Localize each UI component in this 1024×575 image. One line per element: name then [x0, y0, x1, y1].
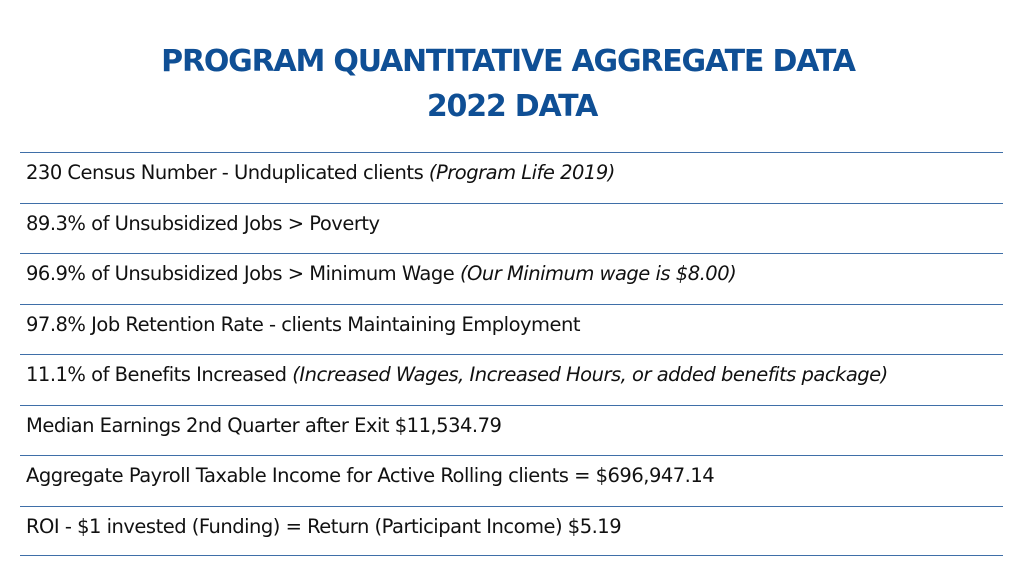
list-item [20, 253, 1003, 304]
row-note: (Program Life 2019) [428, 161, 615, 184]
list-item [20, 405, 1003, 456]
list-item [20, 203, 1003, 254]
row-note: (Increased Wages, Increased Hours, or added benefits package) [292, 363, 888, 386]
row-text: Median Earnings 2nd Quarter after Exit $11,534.79 [26, 413, 502, 437]
data-list [20, 152, 1003, 556]
list-item [20, 304, 1003, 355]
row-text: 11.1% of Benefits Increased [26, 363, 293, 386]
row-note: (Our Minimum wage is $8.00) [459, 262, 737, 285]
row-text: 89.3% of Unsubsidized Jobs > Poverty [26, 211, 380, 235]
row-text: 230 Census Number - Unduplicated clients [26, 161, 429, 184]
page-title: PROGRAM QUANTITATIVE AGGREGATE DATA [161, 44, 855, 79]
row-text: 96.9% of Unsubsidized Jobs > Minimum Wage [26, 262, 460, 285]
row-text: ROI - $1 invested (Funding) = Return (Participant Income) $5.19 [26, 514, 622, 538]
list-item [20, 152, 1003, 203]
list-item [20, 354, 1003, 405]
row-text: Aggregate Payroll Taxable Income for Active Rolling clients = $696,947.14 [26, 464, 715, 487]
row-text: 97.8% Job Retention Rate - clients Maintaining Employment [26, 312, 581, 336]
list-item [20, 506, 1003, 557]
list-item [20, 455, 1003, 506]
page-subtitle-year: 2022 DATA [426, 89, 598, 124]
